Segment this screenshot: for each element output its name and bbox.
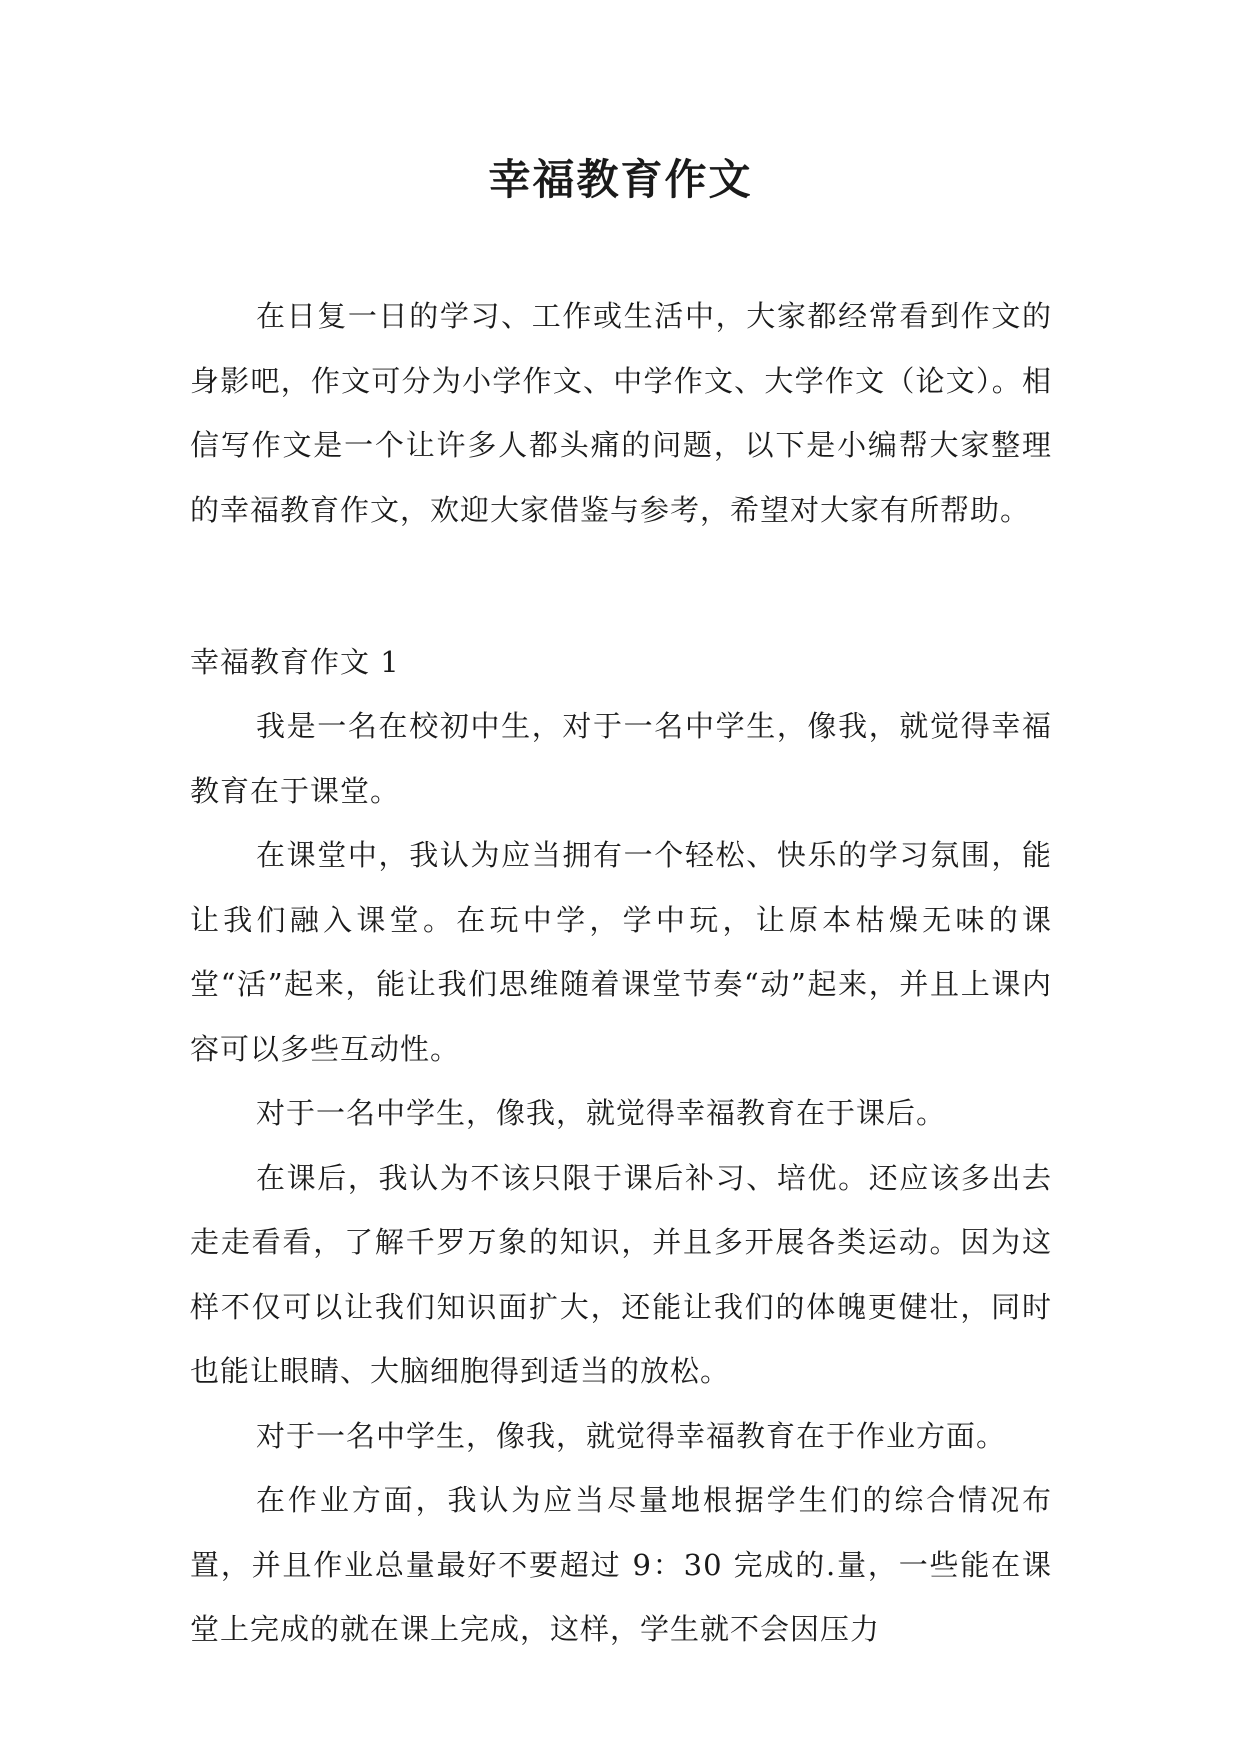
essay-paragraph: 对于一名中学生，像我，就觉得幸福教育在于作业方面。 (256, 1418, 1007, 1453)
document-title: 幸福教育作文 (488, 155, 753, 204)
essay-paragraph: 在课后，我认为不该只限于课后补习、培优。还应该多出去走走看看，了解千罗万象的知识，并且多开展各类运动。因为这样不仅可以让我们知识面扩大，还能让我们的体魄更健壮，同时也能让眼睛、大脑细胞得到适当的放松。 (190, 1160, 1052, 1388)
essay-paragraph: 在作业方面，我认为应当尽量地根据学生们的综合情况布置，并且作业总量最好不要超过 9：30 完成的.量，一些能在课堂上完成的就在课上完成，这样，学生就不会因压力 (190, 1483, 1052, 1646)
essay-paragraph: 对于一名中学生，像我，就觉得幸福教育在于课后。 (256, 1096, 947, 1130)
essay-paragraph: 在课堂中，我认为应当拥有一个轻松、快乐的学习氛围，能让我们融入课堂。在玩中学，学中玩，让原本枯燥无味的课堂“活”起来，能让我们思维随着课堂节奏“动”起来，并且上课内容可以多些互动性。 (190, 838, 1052, 1066)
section-heading: 幸福教育作文 1 (190, 645, 400, 679)
intro-paragraph: 在日复一日的学习、工作或生活中，大家都经常看到作文的身影吧，作文可分为小学作文、中学作文、大学作文（论文）。相信写作文是一个让许多人都头痛的问题，以下是小编帮大家整理的幸福教育作文，欢迎大家借鉴与参考，希望对大家有所帮助。 (190, 299, 1052, 527)
essay-body (190, 694, 1052, 1662)
essay-paragraph: 我是一名在校初中生，对于一名中学生，像我，就觉得幸福教育在于课堂。 (190, 709, 1052, 808)
